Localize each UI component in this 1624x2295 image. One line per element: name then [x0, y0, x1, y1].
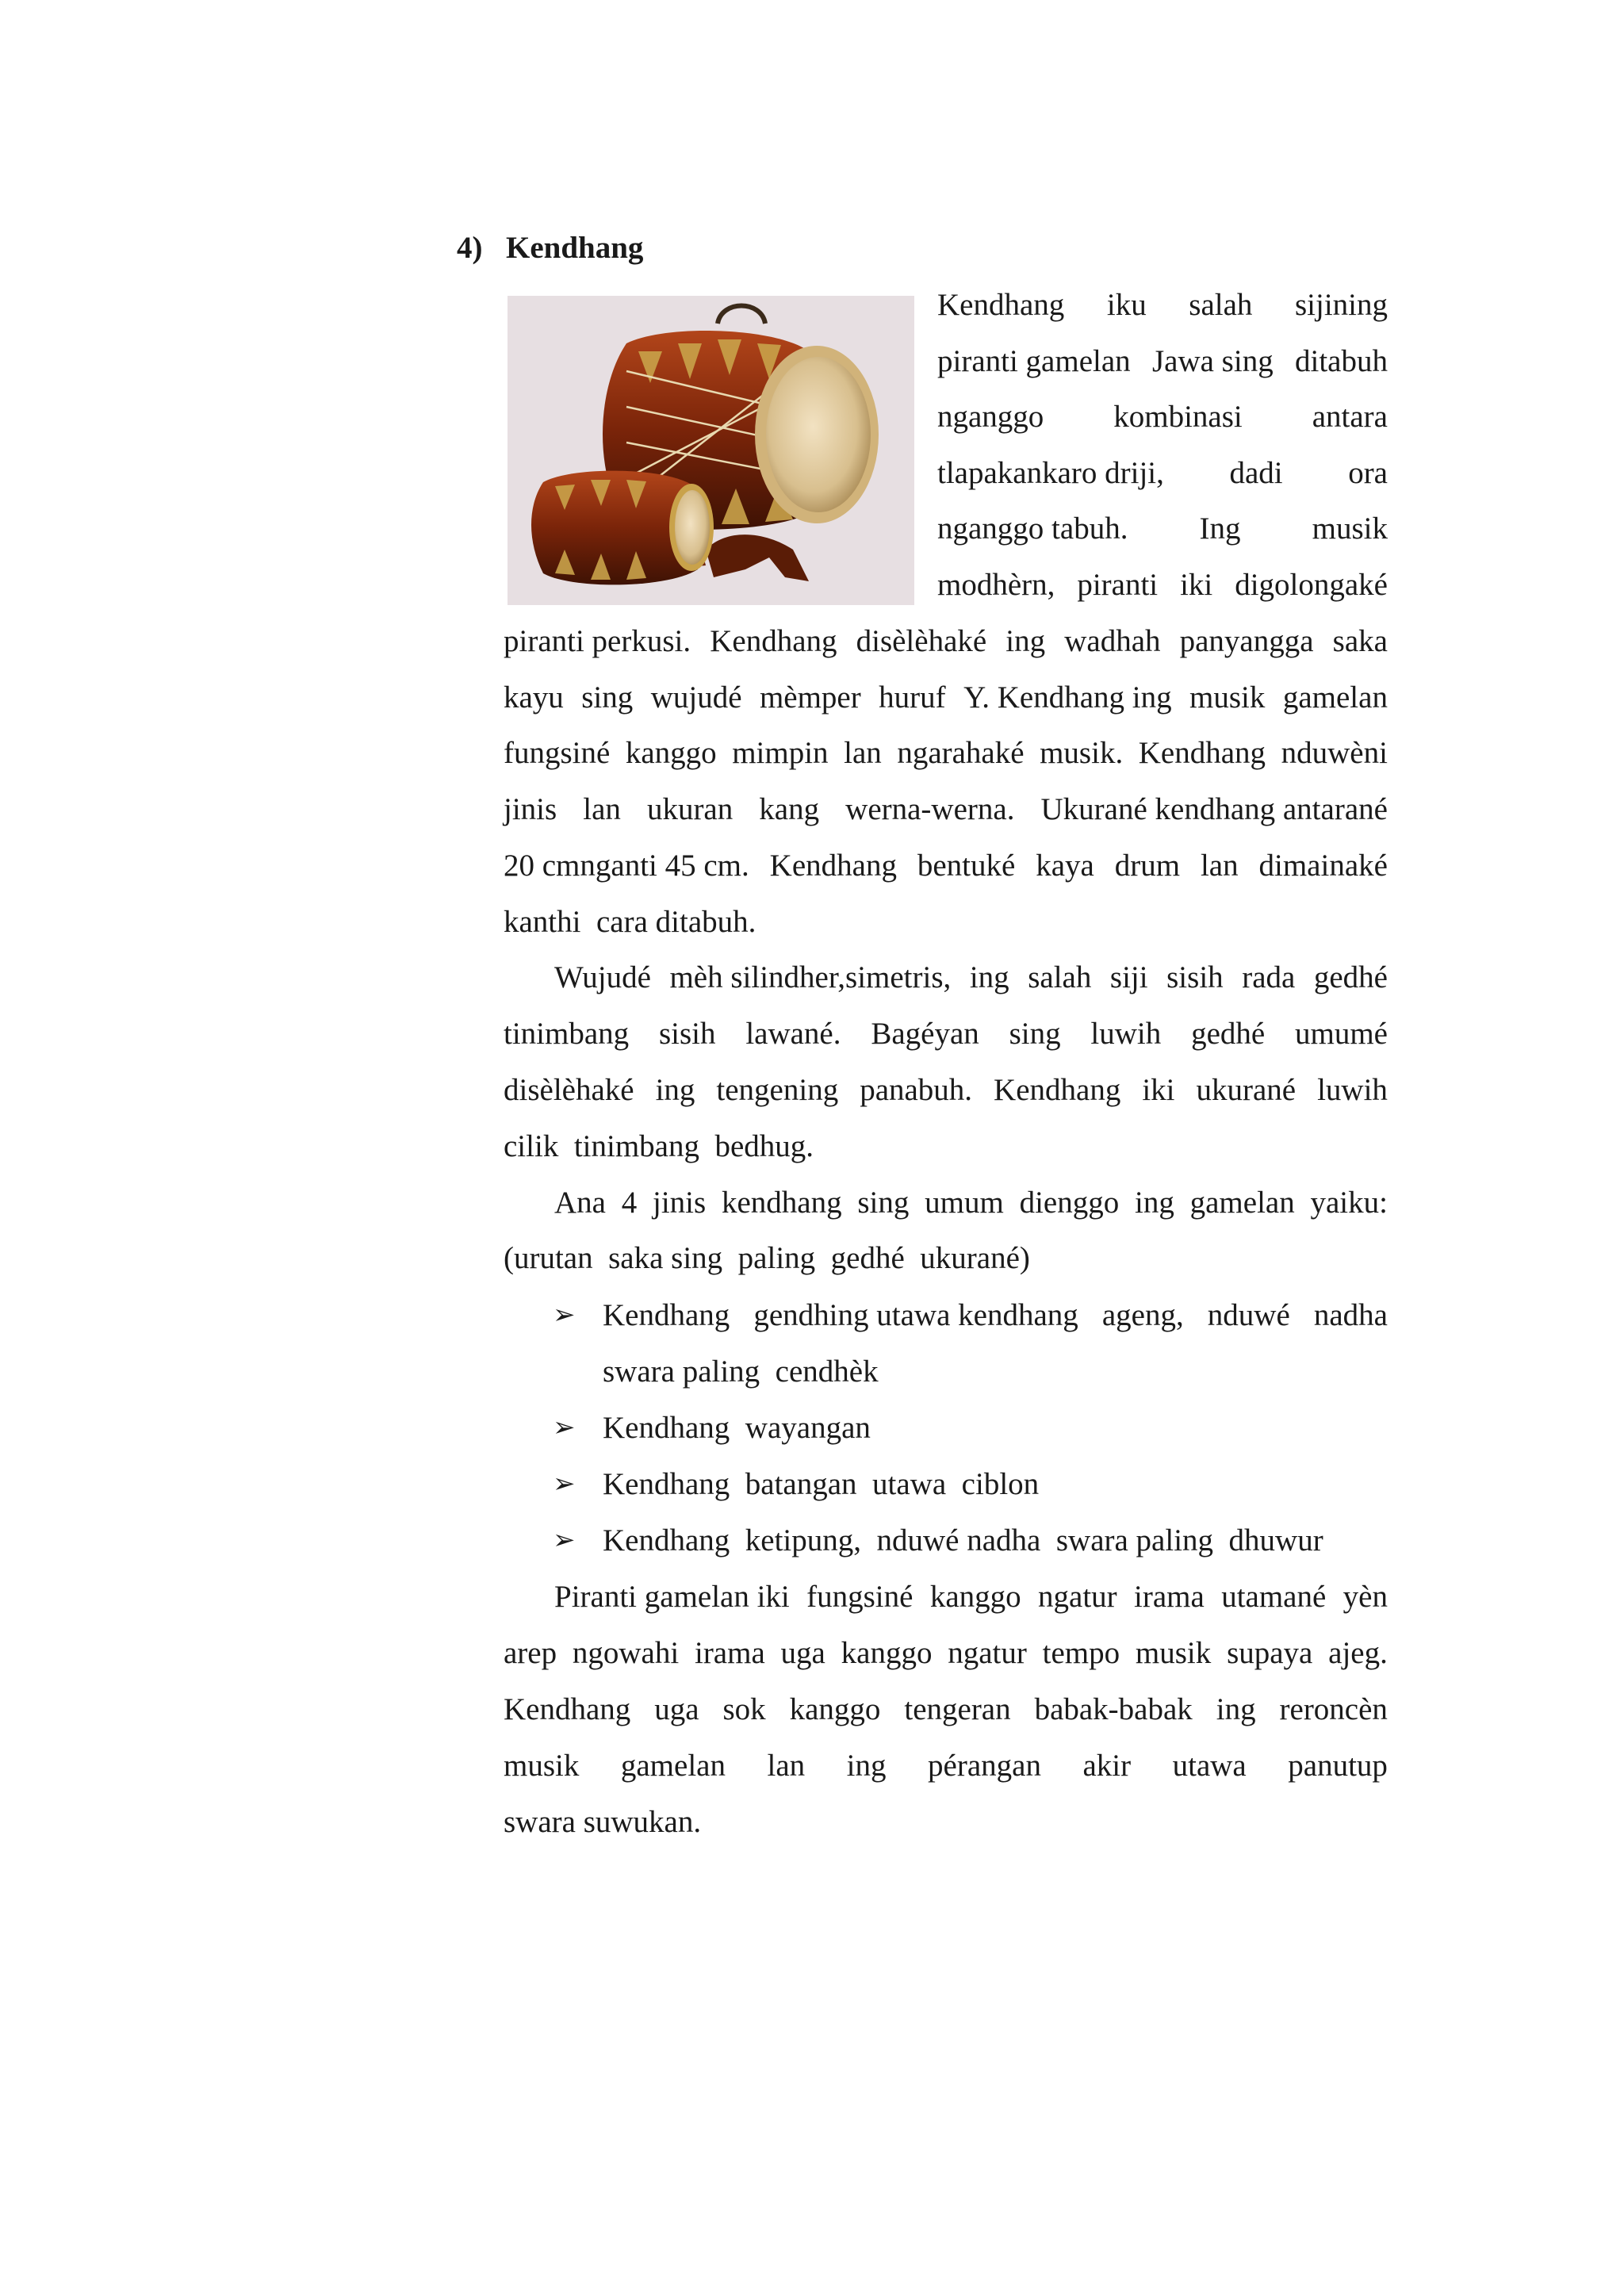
text-segment: arep: [504, 1636, 557, 1670]
text-segment: kaya: [1036, 849, 1094, 883]
text-segment: digolongaké: [1235, 568, 1388, 602]
text-segment: disèlèhaké: [856, 624, 987, 658]
text-segment: wujudé: [650, 680, 742, 715]
text-segment: reroncèn: [1279, 1692, 1388, 1726]
text-segment: sisih: [658, 1017, 716, 1051]
text-segment: irama: [1134, 1580, 1205, 1614]
text-segment: gedhé: [1191, 1017, 1266, 1051]
kendhang-drums-illustration: [508, 296, 914, 605]
paragraph1-line-2: [937, 339, 1388, 384]
text-segment: swara suwukan.: [504, 1805, 702, 1839]
kendhang-image: [508, 296, 914, 605]
paragraph1-line-4: [937, 451, 1388, 496]
text-segment: ngowahi: [572, 1636, 680, 1670]
paragraph1-line-3: [937, 395, 1388, 439]
text-segment: (urutan saka sing paling gedhé ukurané): [504, 1241, 1030, 1275]
text-segment: ing: [1005, 624, 1046, 658]
text-segment: gamelan: [620, 1749, 726, 1783]
text-segment: Kendhang ketipung, nduwé nadha swara paling dhuwur: [603, 1523, 1323, 1557]
text-segment: nduwé: [1207, 1298, 1290, 1332]
text-segment: fungsiné: [806, 1580, 914, 1614]
text-segment: bentuké: [917, 849, 1016, 883]
text-segment: rada: [1242, 960, 1296, 994]
text-segment: antara: [1312, 400, 1388, 434]
paragraph1-line-7: [504, 619, 1388, 664]
bullet-arrow-icon: ➢: [553, 1413, 576, 1443]
text-segment: mimpin: [732, 736, 829, 770]
text-segment: sing: [857, 1186, 910, 1220]
text-segment: lan: [767, 1749, 806, 1783]
text-segment: tlapakankaro driji,: [937, 456, 1164, 490]
text-segment: sok: [722, 1692, 766, 1726]
text-segment: dadi: [1229, 456, 1283, 490]
paragraph2-line-2: [504, 1012, 1388, 1056]
text-segment: Kendhang: [710, 624, 837, 658]
text-segment: nganggo: [937, 400, 1044, 434]
section-heading: [457, 224, 643, 272]
text-segment: piranti: [1077, 568, 1159, 602]
bullet-4-line-1: [603, 1519, 1323, 1563]
text-segment: pérangan: [928, 1749, 1041, 1783]
text-segment: kanggo: [625, 736, 717, 770]
text-segment: ukurané: [1196, 1073, 1297, 1107]
text-segment: Kendhang: [603, 1298, 730, 1332]
text-segment: umumé: [1295, 1017, 1388, 1051]
paragraph4-line-1: [554, 1575, 1388, 1619]
text-segment: iku: [1106, 288, 1147, 322]
text-segment: Kendhang: [769, 849, 897, 883]
text-segment: ngatur: [1038, 1580, 1117, 1614]
text-segment: tempo: [1042, 1636, 1120, 1670]
text-segment: yaiku:: [1310, 1186, 1388, 1220]
text-segment: swara paling cendhèk: [603, 1354, 879, 1389]
text-segment: Bagéyan: [871, 1017, 979, 1051]
text-segment: utamané: [1221, 1580, 1327, 1614]
text-segment: ngarahaké: [897, 736, 1025, 770]
text-segment: disèlèhaké: [504, 1073, 634, 1107]
text-segment: dimainaké: [1258, 849, 1388, 883]
bullet-1-line-2: [603, 1350, 879, 1394]
text-segment: dienggo: [1019, 1186, 1120, 1220]
text-segment: luwih: [1317, 1073, 1388, 1107]
paragraph1-line-11: [504, 844, 1388, 888]
text-segment: gamelan: [1189, 1186, 1295, 1220]
text-segment: ukuran: [646, 792, 733, 826]
text-segment: sing: [581, 680, 634, 715]
paragraph2-line-1: [554, 956, 1388, 1000]
bullet-arrow-icon: ➢: [553, 1526, 576, 1555]
text-segment: werna-werna.: [845, 792, 1015, 826]
text-segment: ajeg.: [1328, 1636, 1388, 1670]
paragraph4-line-4: [504, 1744, 1388, 1788]
text-segment: sijining: [1294, 288, 1388, 322]
paragraph3-line-1: [554, 1181, 1388, 1225]
text-segment: kanthi cara ditabuh.: [504, 905, 756, 939]
text-segment: musik.: [1040, 736, 1124, 770]
text-segment: Ing: [1199, 511, 1241, 546]
text-segment: kombinasi: [1113, 400, 1243, 434]
text-segment: sisih: [1166, 960, 1224, 994]
text-segment: kayu: [504, 680, 564, 715]
text-segment: modhèrn,: [937, 568, 1055, 602]
text-segment: ageng,: [1101, 1298, 1184, 1332]
text-segment: utawa: [1172, 1749, 1247, 1783]
text-segment: kang: [759, 792, 820, 826]
text-segment: tengening: [716, 1073, 839, 1107]
text-segment: salah: [1189, 288, 1253, 322]
text-segment: Wujudé: [554, 960, 651, 994]
text-segment: lan: [1200, 849, 1239, 883]
text-segment: sing: [1009, 1017, 1061, 1051]
text-segment: ing: [1135, 1186, 1174, 1220]
text-segment: wadhah: [1064, 624, 1161, 658]
text-segment: yèn: [1342, 1580, 1388, 1614]
text-segment: ing: [1216, 1692, 1256, 1726]
text-segment: iki: [1142, 1073, 1175, 1107]
text-segment: luwih: [1090, 1017, 1162, 1051]
text-segment: kanggo: [789, 1692, 881, 1726]
text-segment: fungsiné: [504, 736, 611, 770]
paragraph4-line-2: [504, 1631, 1388, 1676]
section-title: Kendhang: [506, 231, 644, 265]
section-number: 4): [457, 231, 483, 265]
text-segment: Jawa sing: [1151, 344, 1274, 378]
text-segment: Kendhang: [937, 288, 1065, 322]
text-segment: Y. Kendhang ing: [963, 680, 1172, 715]
bullet-arrow-icon: ➢: [553, 1301, 576, 1330]
text-segment: salah: [1028, 960, 1092, 994]
text-segment: nadha: [1313, 1298, 1388, 1332]
text-segment: cilik tinimbang bedhug.: [504, 1129, 814, 1163]
text-segment: gedhé: [1313, 960, 1388, 994]
paragraph1-line-10: [504, 787, 1388, 832]
paragraph1-line-5: [937, 507, 1388, 551]
paragraph1-line-8: [504, 676, 1388, 720]
text-segment: ing: [846, 1749, 887, 1783]
paragraph1-line-1: [937, 283, 1388, 328]
text-segment: mèh silindher,simetris,: [669, 960, 952, 994]
text-segment: iki: [1180, 568, 1213, 602]
text-segment: saka: [1332, 624, 1388, 658]
text-segment: irama: [694, 1636, 765, 1670]
text-segment: babak-babak: [1034, 1692, 1193, 1726]
text-segment: lan: [583, 792, 621, 826]
text-segment: Kendhang: [994, 1073, 1121, 1107]
text-segment: musik: [1312, 511, 1388, 546]
text-segment: panutup: [1288, 1749, 1388, 1783]
text-segment: ing: [655, 1073, 695, 1107]
bullet-2-line-1: [603, 1406, 871, 1450]
text-segment: supaya: [1227, 1636, 1313, 1670]
text-segment: 20 cmnganti 45 cm.: [504, 849, 749, 883]
text-segment: ngatur: [948, 1636, 1027, 1670]
paragraph1-line-6: [937, 563, 1388, 607]
text-segment: musik: [1135, 1636, 1212, 1670]
text-segment: kendhang: [721, 1186, 842, 1220]
text-segment: musik: [504, 1749, 580, 1783]
text-segment: Kendhang wayangan: [603, 1411, 871, 1445]
paragraph1-line-9: [504, 731, 1388, 776]
paragraph4-line-3: [504, 1688, 1388, 1732]
text-segment: panyangga: [1179, 624, 1314, 658]
text-segment: lan: [844, 736, 882, 770]
text-segment: Ukurané kendhang antarané: [1040, 792, 1388, 826]
text-segment: piranti gamelan: [937, 344, 1131, 378]
text-segment: kanggo: [929, 1580, 1021, 1614]
text-segment: kanggo: [841, 1636, 933, 1670]
text-segment: nganggo tabuh.: [937, 511, 1128, 546]
paragraph1-line-12: [504, 900, 756, 944]
text-segment: gendhing utawa kendhang: [753, 1298, 1078, 1332]
text-segment: drum: [1114, 849, 1181, 883]
text-segment: ora: [1348, 456, 1388, 490]
text-segment: Piranti gamelan iki: [554, 1580, 790, 1614]
text-segment: siji: [1109, 960, 1148, 994]
text-segment: jinis: [504, 792, 557, 826]
text-segment: musik: [1189, 680, 1266, 715]
text-segment: Ana: [554, 1186, 606, 1220]
text-segment: panabuh.: [860, 1073, 973, 1107]
text-segment: akir: [1082, 1749, 1132, 1783]
text-segment: mèmper: [759, 680, 861, 715]
text-segment: lawané.: [745, 1017, 841, 1051]
bullet-arrow-icon: ➢: [553, 1469, 576, 1499]
text-segment: ing: [969, 960, 1009, 994]
text-segment: jinis: [653, 1186, 707, 1220]
text-segment: uga: [780, 1636, 825, 1670]
text-segment: nduwèni: [1281, 736, 1388, 770]
text-segment: tinimbang: [504, 1017, 630, 1051]
text-segment: gamelan: [1282, 680, 1388, 715]
paragraph2-line-3: [504, 1068, 1388, 1113]
text-segment: Kendhang batangan utawa ciblon: [603, 1467, 1040, 1501]
text-segment: 4: [621, 1186, 638, 1220]
bullet-1-line-1: [603, 1293, 1388, 1338]
text-segment: uga: [654, 1692, 699, 1726]
text-segment: tengeran: [904, 1692, 1011, 1726]
text-segment: ditabuh: [1295, 344, 1388, 378]
text-segment: Kendhang: [1138, 736, 1266, 770]
bullet-3-line-1: [603, 1462, 1039, 1507]
paragraph2-line-4: [504, 1125, 814, 1169]
text-segment: piranti perkusi.: [504, 624, 691, 658]
text-segment: umum: [925, 1186, 1004, 1220]
paragraph3-line-2: [504, 1236, 1030, 1281]
paragraph4-line-5: [504, 1800, 701, 1845]
text-segment: huruf: [879, 680, 946, 715]
text-segment: Kendhang: [504, 1692, 631, 1726]
